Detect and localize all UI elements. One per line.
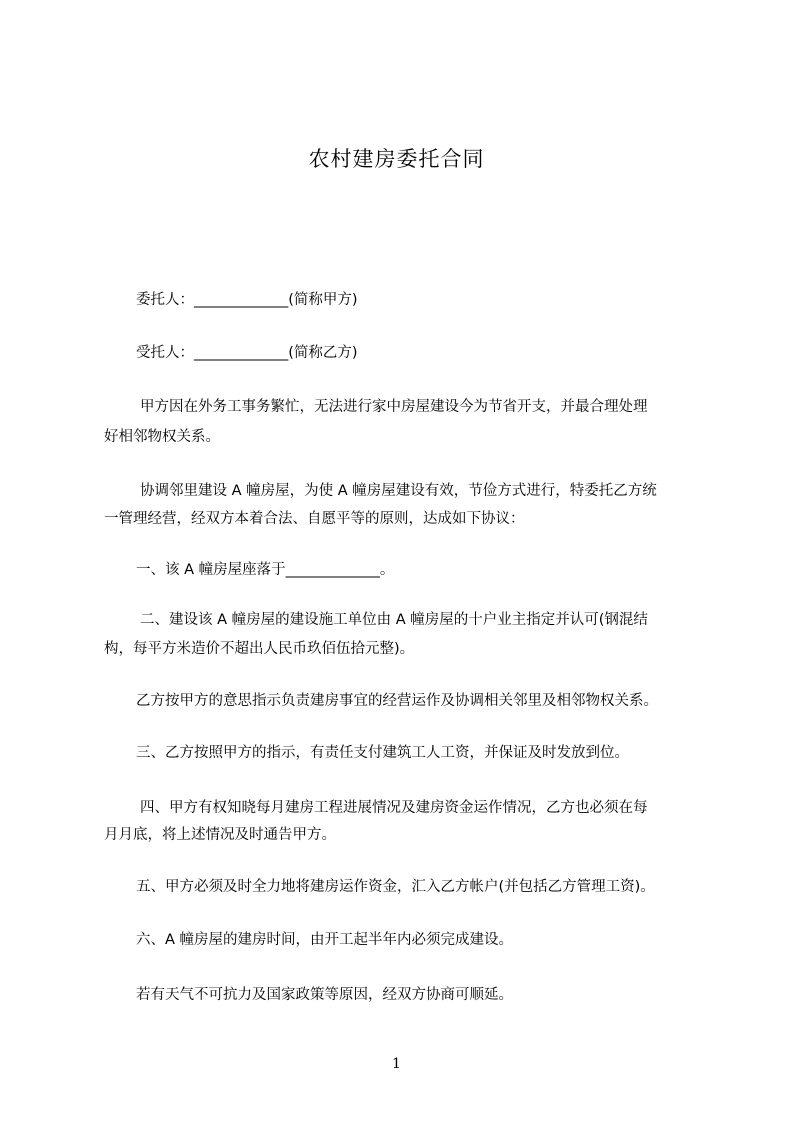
page-number: 1 [392, 1056, 401, 1072]
contract-title: 农村建房委托合同 [308, 147, 485, 171]
clause-2-line-1: 二、建设该 A 幢房屋的建设施工单位由 A 幢房屋的十户业主指定并认可(钢混结 [140, 612, 648, 628]
clause-2-line-2: 构，每平方米造价不超出人民币玖佰伍拾元整)。 [104, 641, 415, 657]
paragraph-2-line-2: 一管理经营，经双方本着合法、自愿平等的原则，达成如下协议： [104, 511, 525, 527]
paragraph-1-line-2: 好相邻物权关系。 [104, 429, 220, 445]
clause-2-extra: 乙方按甲方的意思指示负责建房事宜的经营运作及协调相关邻里及相邻物权关系。 [136, 693, 658, 709]
clause-3: 三、乙方按照甲方的指示，有责任支付建筑工人工资，并保证及时发放到位。 [136, 745, 629, 761]
agent-line: 受托人：_____________(简称乙方) [136, 345, 358, 361]
clause-4-line-2: 月月底，将上述情况及时通告甲方。 [104, 827, 336, 843]
clause-6-extra: 若有天气不可抗力及国家政策等原因，经双方协商可顺延。 [136, 987, 513, 1003]
clause-1: 一、该 A 幢房屋座落于_____________。 [136, 562, 395, 578]
paragraph-2-line-1: 协调邻里建设 A 幢房屋，为使 A 幢房屋建设有效，节俭方式进行，特委托乙方统 [140, 483, 657, 499]
clause-4-line-1: 四、甲方有权知晓每月建房工程进展情况及建房资金运作情况，乙方也必须在每 [140, 800, 648, 816]
paragraph-1-line-1: 甲方因在外务工事务繁忙，无法进行家中房屋建设今为节省开支，并最合理处理 [140, 399, 648, 415]
clause-5: 五、甲方必须及时全力地将建房运作资金，汇入乙方帐户(并包括乙方管理工资)。 [136, 879, 655, 895]
clause-6: 六、A 幢房屋的建房时间，由开工起半年内必须完成建设。 [136, 932, 514, 948]
principal-line: 委托人：_____________(简称甲方) [136, 292, 358, 308]
